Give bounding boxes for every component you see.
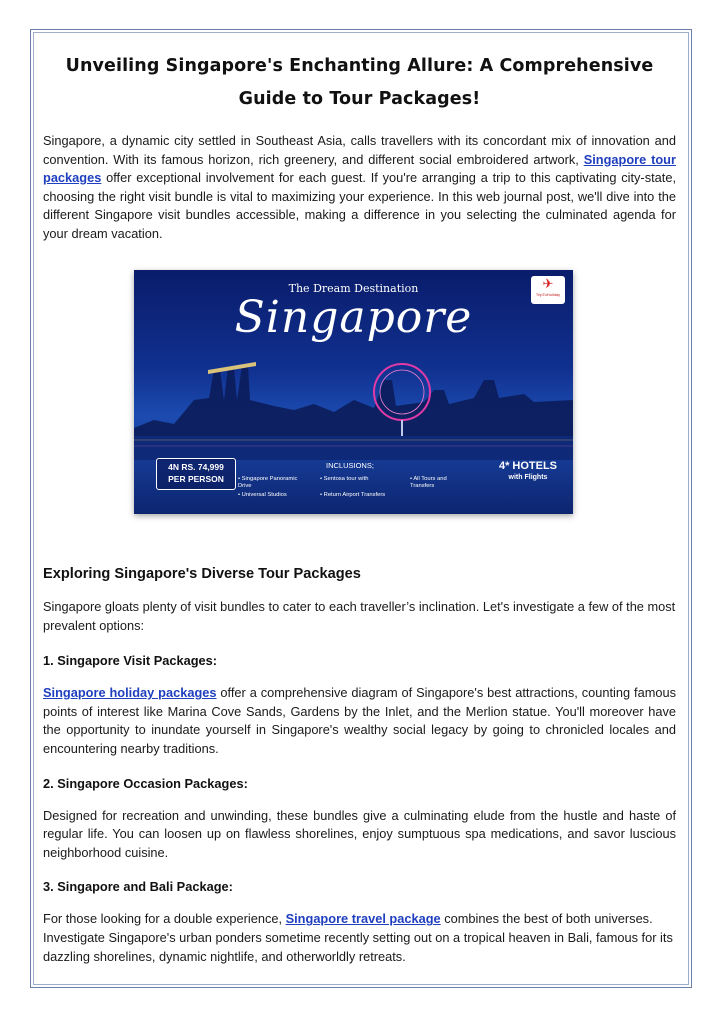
price-amount: 4N RS. 74,999 [168, 462, 224, 472]
item-paragraph-bali-package [43, 910, 676, 966]
logo-text: TripToHoliday [535, 292, 561, 297]
section-heading: Exploring Singapore's Diverse Tour Packages [43, 566, 361, 582]
singapore-banner-image [134, 270, 573, 514]
item-paragraph-visit-packages [43, 684, 676, 758]
item-text: offer a comprehensive diagram of Singapore's best attractions, counting famous points of interest like Marina Cove Sands, Gardens by the Inlet, and the Merlion statue. You'll moreover have the opportunity to inundate yourself in Singapore's wealthy social legacy by going to chronicled locales and encountering nearby traditions. [43, 685, 676, 756]
page-title: Unveiling Singapore's Enchanting Allure: A Comprehensive Guide to Tour Packages! [65, 56, 654, 109]
intro-text-1: Singapore, a dynamic city settled in Southeast Asia, calls travellers with its concordant mix of innovation and convention. With its famous horizon, rich greenery, and different social embroidered artwork, [43, 133, 676, 167]
hotels-rating: 4* HOTELS [498, 460, 558, 472]
brand-logo [531, 276, 565, 304]
inclusions-heading: INCLUSIONS; [326, 461, 374, 470]
inclusion-item: • Return Airport Transfers [320, 492, 386, 498]
item-heading-visit-packages: 1. Singapore Visit Packages: [43, 653, 218, 669]
hotels-badge [498, 460, 558, 484]
skyline-illustration [134, 340, 573, 460]
intro-text-2: offer exceptional involvement for each guest. If you're arranging a trip to this captivating city-state, choosing the right visit bundle is vital to maximizing your experience. In this web journal post, we'll dive into the different Singapore visit bundles accessible, making a difference in you selecting the culminated agenda for your dream vacation. [43, 170, 676, 241]
singapore-holiday-packages-link[interactable]: Singapore holiday packages [43, 685, 217, 701]
item-text-before: For those looking for a double experience, [43, 911, 286, 927]
inclusion-item: • All Tours and Transfers [410, 476, 447, 489]
item-text-after: combines the best of both universes. Investigate Singapore's urban ponders sometime recently setting out on a tropical heaven in Bali, famous for its dazzling shorelines, dynamic nightlife, and otherworldly retreats. [43, 911, 673, 964]
singapore-travel-package-link[interactable]: Singapore travel package [285, 911, 441, 927]
singapore-tour-packages-link[interactable]: Singapore tour packages [43, 151, 676, 186]
logo-icon: ✈ [542, 276, 554, 291]
banner-title: Singapore [234, 292, 473, 343]
price-badge [156, 458, 236, 490]
inclusion-item: • Singapore Panoramic Drive [238, 476, 298, 489]
price-unit: PER PERSON [168, 474, 224, 484]
item-paragraph-occasion-packages: Designed for recreation and unwinding, these bundles give a culminating elude from the hustle and haste of regular life. You can loosen up on flawless shorelines, enjoy sumptuous spa medications, and savor luscious neighborhood cuisine. [43, 807, 676, 860]
hotels-flights: with Flights [508, 474, 548, 481]
inclusion-item: • Universal Studios [238, 492, 287, 498]
document-body [43, 50, 676, 244]
banner-subtitle: The Dream Destination [288, 282, 419, 295]
inclusion-item: • Sentosa tour with [320, 476, 369, 482]
item-heading-occasion-packages: 2. Singapore Occasion Packages: [43, 775, 248, 791]
tour-packages-section [43, 566, 676, 966]
item-heading-bali-package: 3. Singapore and Bali Package: [43, 879, 233, 895]
intro-paragraph [43, 132, 676, 244]
section-intro: Singapore gloats plenty of visit bundles to cater to each traveller’s inclination. Let's investigate a few of the most prevalent options: [43, 599, 676, 633]
